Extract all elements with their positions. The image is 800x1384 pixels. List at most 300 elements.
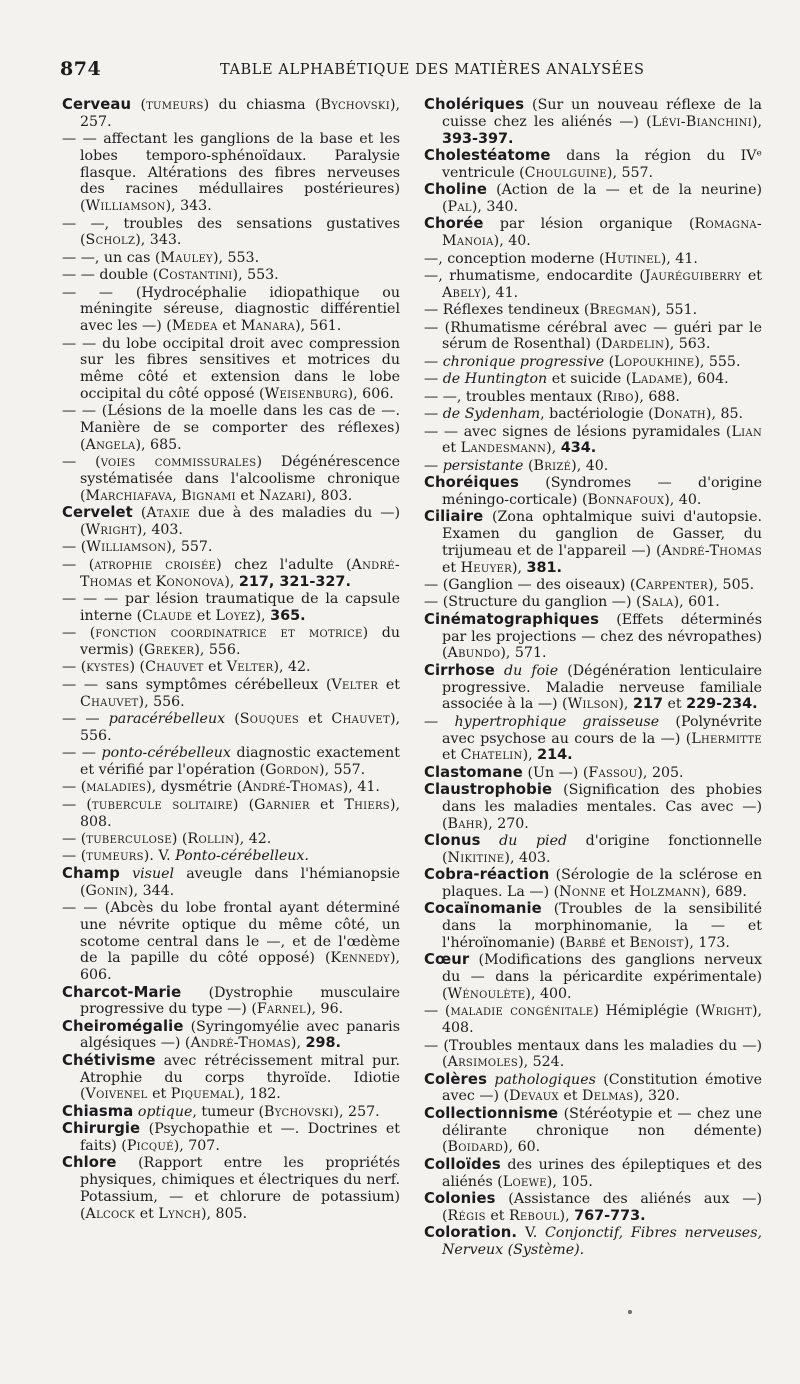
entry-text: ), 408.	[442, 1003, 762, 1037]
entry-headword: Clonus	[424, 832, 481, 850]
entry-author: Ladame	[631, 371, 683, 388]
entry-author: Marchiafava	[85, 487, 173, 504]
entry-text: ),	[559, 1207, 575, 1224]
entry-text: dans la région du IVᵉ ventricule (	[442, 147, 762, 181]
entry-text: ). V.	[143, 848, 176, 865]
entry-text: — (	[62, 454, 101, 471]
index-entry	[62, 539, 400, 556]
entry-text: ), 685.	[135, 436, 182, 453]
entry-author: Mauley	[160, 249, 213, 266]
index-entry	[424, 509, 762, 576]
entry-author: Heuyer	[460, 559, 512, 576]
entry-qualifier: hypertrophique graisseuse	[454, 713, 660, 730]
index-entry	[424, 1003, 762, 1037]
entry-text: ), 257.	[80, 97, 401, 130]
entry-text: — (	[62, 796, 92, 813]
entry-text: ), 561.	[295, 318, 342, 335]
entry-text: et	[147, 1086, 171, 1103]
index-entry	[62, 216, 400, 250]
entry-text: — — affectant les ganglions de la base et les lobes temporo-sphénoïdaux. Paralysie flasque. Altérations des fibres nerveuses des racines médullaires postérieures) (	[62, 131, 400, 215]
entry-text: ), 551.	[650, 302, 698, 319]
entry-text: — (	[62, 659, 87, 676]
index-entry	[424, 1225, 762, 1259]
entry-qualifier: visuel	[132, 865, 175, 882]
entry-text: ), 688.	[633, 388, 680, 405]
index-entry	[424, 612, 762, 662]
entry-qualifier: de Huntington	[442, 371, 548, 388]
entry-author: Angela	[85, 436, 136, 453]
entry-headword: Cobra-réaction	[424, 866, 550, 884]
entry-headword: Coloration.	[424, 1224, 518, 1242]
entry-headword: Collectionnisme	[424, 1104, 559, 1122]
entry-text: (Action de la — et de la neurine) (	[442, 182, 762, 215]
index-entry	[62, 659, 400, 676]
index-entry	[424, 952, 762, 1002]
entry-text: ), 40.	[493, 233, 531, 250]
entry-text: d'origine fonctionnelle (	[442, 833, 762, 866]
entry-text: (Assistance des aliénés aux —) (	[442, 1191, 762, 1224]
entry-author: Brizé	[533, 457, 572, 474]
entry-text: ),	[511, 559, 527, 576]
entry-text: ), 689.	[700, 884, 747, 900]
entry-text: des urines des épileptiques et des aliénés (	[442, 1156, 762, 1190]
entry-text: (Stéréotypie et — chez une délirante chronique non démente) (	[442, 1105, 762, 1156]
entry-author: Wright	[700, 1003, 752, 1020]
index-entry	[62, 1155, 400, 1222]
entry-text: ), 556.	[80, 711, 400, 744]
index-entry	[62, 866, 400, 900]
entry-author: Bignami	[181, 487, 236, 504]
index-entry	[62, 131, 400, 215]
entry-text: (Un —) (	[522, 764, 589, 781]
entry-author: Lian	[731, 423, 762, 440]
entry-text: ), 557.	[606, 164, 654, 181]
entry-author: maladies	[86, 779, 147, 796]
index-entry	[424, 406, 762, 423]
entry-qualifier: ponto-cérébelleux	[101, 745, 231, 762]
entry-author: Thiers	[344, 796, 390, 813]
index-entry	[424, 97, 762, 147]
entry-text: ,	[172, 487, 182, 504]
entry-author: Ribo	[602, 388, 634, 405]
entry-text: et	[135, 1205, 159, 1222]
page-header	[60, 58, 760, 88]
entry-text: et	[132, 573, 156, 590]
entry-qualifier: optique	[137, 1103, 193, 1120]
entry-headword: Chlore	[62, 1154, 117, 1172]
entry-text: et	[192, 607, 216, 624]
entry-headword: Cirrhose	[424, 661, 495, 679]
entry-text: (Sur un nouveau réflexe de la cuisse chez les aliénés —) (	[442, 97, 762, 130]
index-entry	[424, 782, 762, 832]
index-entry	[62, 625, 400, 659]
entry-author: Nonne	[559, 884, 607, 900]
entry-text: (Effets déterminés par les projections — chez des névropathes) (	[442, 611, 762, 662]
entry-headword: Chirurgie	[62, 1120, 141, 1138]
entry-text: —, conception moderne (	[424, 250, 605, 267]
entry-text: ),	[522, 747, 538, 764]
entry-text: ) Hémiplégie (	[593, 1003, 701, 1020]
entry-text: et suicide (	[547, 371, 632, 388]
entry-author: Wilson	[567, 696, 619, 713]
entry-text: (Signification des phobies dans les maladies mentales. Cas avec —) (	[442, 782, 762, 832]
entry-text: — (Troubles mentaux dans les maladies du —) (	[424, 1037, 762, 1071]
entry-author: Gordon	[265, 761, 320, 778]
index-entry	[62, 1019, 400, 1053]
entry-headword: Charcot-Marie	[62, 983, 182, 1001]
entry-text: ), 604.	[682, 371, 729, 388]
entry-text: — (	[62, 539, 87, 556]
entry-text: — —, un cas (	[62, 249, 161, 266]
entry-author: André-Thomas	[190, 1035, 291, 1052]
entry-text: ) (	[232, 796, 255, 813]
index-entry	[62, 985, 400, 1019]
entry-author: Régis	[447, 1207, 486, 1224]
index-entry	[62, 285, 400, 335]
index-entry	[424, 577, 762, 594]
entry-text: — — sans symptômes cérébelleux (	[62, 676, 332, 693]
entry-page-reference: 434.	[560, 440, 597, 457]
index-entry	[424, 389, 762, 406]
entry-qualifier: Conjonctif, Fibres nerveuses, Nerveux (Système).	[442, 1225, 762, 1258]
entry-text: — Réflexes tendineux (	[424, 302, 590, 319]
entry-text: ), 524.	[518, 1054, 565, 1071]
entry-text: — (	[62, 556, 95, 573]
entry-text: et	[235, 487, 260, 504]
entry-author: Lhermitte	[691, 730, 762, 747]
entry-text: ), 400.	[525, 985, 572, 1002]
index-entry	[62, 557, 400, 591]
entry-text: par lésion organique (	[483, 216, 695, 233]
entry-text: , bactériologie (	[540, 406, 654, 423]
entry-author: Manara	[240, 318, 296, 335]
entry-page-reference: 767-773.	[574, 1207, 646, 1224]
entry-text: (	[225, 711, 240, 727]
index-entry	[424, 1038, 762, 1072]
entry-text: (Dégénération lenticulaire progressive. Maladie nerveuse familiale associée à la —) (	[442, 662, 762, 713]
entry-author: Fassou	[588, 764, 638, 781]
running-title: TABLE ALPHABÉTIQUE DES MATIÈRES ANALYSÉES	[220, 62, 645, 78]
entry-author: Pal	[447, 198, 472, 215]
entry-author: Abundo	[447, 645, 501, 662]
entry-author: Landesmann	[460, 440, 547, 457]
entry-text: ), 403.	[136, 521, 183, 538]
entry-qualifier: persistante	[442, 457, 524, 474]
index-entry	[62, 336, 400, 403]
entry-text: ), 344.	[128, 882, 175, 899]
entry-text: avec rétrécissement mitral pur. Atrophie du corps thyroïde. Idiotie (	[80, 1052, 400, 1103]
entry-text	[481, 833, 500, 849]
entry-author: Arsimoles	[447, 1054, 519, 1071]
index-entry	[424, 371, 762, 388]
index-entry	[62, 505, 400, 539]
index-entry	[424, 867, 762, 901]
entry-author: voies commissurales	[100, 454, 257, 471]
index-column-right	[424, 97, 762, 1259]
entry-text: ), 41.	[342, 779, 380, 796]
entry-text: et	[299, 711, 332, 727]
entry-text: ) (	[129, 659, 146, 676]
entry-headword: Chétivisme	[62, 1051, 156, 1069]
index-entry	[62, 677, 400, 711]
entry-page-reference: 214.	[537, 747, 573, 764]
entry-headword: Choline	[424, 181, 487, 199]
entry-text: — — double (	[62, 267, 159, 284]
entry-text: (Sérologie de la sclérose en plaques. La —) (	[442, 867, 762, 900]
entry-text: — — (Lésions de la moelle dans les cas de —. Manière de se comporter des réflexes) (	[62, 403, 400, 453]
entry-qualifier: de Sydenham	[442, 406, 541, 423]
entry-headword: Cinématographiques	[424, 610, 599, 628]
entry-author: Greker	[144, 641, 195, 658]
entry-headword: Chorée	[424, 215, 484, 233]
page-number: 874	[60, 58, 102, 80]
index-entry	[424, 458, 762, 475]
entry-author: Scholz	[85, 232, 136, 249]
entry-text: — — du lobe occipital droit avec compression sur les fibres sensitives et motrices du même côté et extension dans le lobe occipital du côté opposé (	[62, 335, 400, 402]
entry-qualifier: paracérébelleux	[108, 711, 226, 727]
entry-text: ), 606.	[347, 385, 394, 402]
entry-author: Weisenburg	[264, 385, 348, 402]
index-column-left	[62, 97, 400, 1223]
entry-text: — (	[62, 779, 87, 796]
entry-headword: Cholestéatome	[424, 146, 551, 164]
entry-text: — (	[62, 625, 96, 642]
index-entry	[424, 1191, 762, 1225]
index-entry	[424, 594, 762, 611]
entry-text: ), 41.	[660, 250, 698, 267]
entry-page-reference: 393-397.	[442, 130, 514, 147]
index-entry	[424, 663, 762, 713]
entry-author: Loewe	[502, 1173, 547, 1190]
entry-author: Barbé	[565, 934, 607, 951]
index-entry	[62, 1121, 400, 1155]
entry-author: Piquemal	[170, 1086, 235, 1103]
index-entry	[424, 216, 762, 250]
entry-text: — — (Hydrocéphalie idiopathique ou méningite séreuse, diagnostic différentiel avec les —) (	[62, 284, 400, 335]
entry-text: —	[424, 353, 443, 370]
entry-text: ), 42.	[234, 831, 272, 847]
entry-text: ), 555.	[694, 353, 741, 370]
entry-text: (	[523, 457, 534, 474]
entry-text: ),	[546, 440, 561, 457]
entry-headword: Cheiromégalie	[62, 1017, 184, 1035]
entry-text: — —	[62, 745, 102, 762]
entry-author: Lévi-Bianchini	[651, 113, 752, 130]
index-entry	[62, 1104, 400, 1121]
entry-text: et	[442, 559, 461, 576]
entry-text: ), 270.	[482, 815, 529, 832]
entry-author: Carpenter	[635, 577, 708, 593]
entry-text: ), 343.	[135, 232, 182, 249]
entry-text: et	[203, 659, 227, 676]
index-entry	[62, 779, 400, 796]
entry-text: (	[132, 505, 147, 522]
entry-text: — —, troubles des sensations gustatives (	[62, 215, 400, 249]
entry-text: —	[424, 406, 443, 423]
entry-author: Romagna-Manoia	[442, 216, 762, 250]
entry-text: et	[606, 884, 630, 900]
index-entry	[424, 714, 762, 764]
entry-text: aveugle dans l'hémianopsie (	[80, 865, 401, 899]
index-entry	[424, 901, 762, 951]
entry-text: — (Structure du ganglion —) (	[424, 594, 642, 611]
entry-author: Velter	[226, 659, 274, 676]
entry-author: Voivenel	[85, 1086, 148, 1103]
index-entry	[424, 1157, 762, 1191]
index-entry	[62, 403, 400, 453]
entry-text: ),	[224, 573, 239, 590]
entry-text: (	[131, 97, 147, 113]
entry-text: ), 601.	[673, 594, 720, 611]
entry-headword: Champ	[62, 864, 120, 882]
entry-author: Abely	[442, 284, 481, 301]
entry-text: ), 556.	[194, 641, 241, 658]
entry-author: Lynch	[158, 1205, 201, 1222]
entry-qualifier: pathologiques	[494, 1071, 596, 1088]
entry-text: V.	[517, 1225, 546, 1242]
entry-text: ), 403.	[504, 849, 551, 866]
entry-author: Choulguine	[524, 164, 607, 181]
entry-page-reference: 229-234.	[686, 696, 758, 713]
entry-text: (Constitution émotive avec —) (	[442, 1071, 762, 1105]
entry-text: ),	[751, 113, 762, 130]
entry-text	[120, 866, 132, 882]
entry-author: kystes	[86, 659, 130, 676]
entry-headword: Clastomane	[424, 763, 523, 781]
entry-author: tumeurs	[86, 848, 144, 865]
entry-text: (Troubles de la sensibilité dans la morphinomanie, la — et l'héroïnomanie) (	[442, 901, 762, 951]
entry-author: atrophie croisée	[94, 556, 217, 573]
entry-author: maladie congénitale	[450, 1003, 594, 1020]
entry-author: Hutinel	[604, 250, 661, 267]
index-entry	[62, 900, 400, 984]
entry-headword: Colonies	[424, 1190, 496, 1207]
entry-headword: Colères	[424, 1070, 487, 1088]
entry-author: tubercule solitaire	[91, 796, 233, 813]
entry-text: ), 808.	[80, 796, 400, 830]
entry-author: Chauvet	[145, 659, 204, 676]
index-entry	[424, 320, 762, 354]
entry-author: Bregman	[589, 302, 651, 319]
entry-author: Benoist	[629, 934, 684, 951]
entry-text: (Dystrophie musculaire progressive du type —) (	[80, 984, 400, 1018]
entry-text: ), 60.	[503, 1139, 541, 1156]
entry-author: Reboul	[508, 1207, 560, 1224]
entry-text: — —, troubles mentaux (	[424, 388, 603, 405]
entry-text: ), 557.	[166, 539, 213, 556]
entry-text: et	[606, 934, 630, 951]
entry-text: — (	[62, 848, 87, 865]
index-entry	[424, 182, 762, 216]
entry-author: Kononova	[155, 573, 225, 590]
entry-author: Medea	[171, 318, 218, 335]
index-entry	[62, 250, 400, 267]
index-entry	[424, 302, 762, 319]
entry-author: Bonnafoux	[587, 491, 665, 508]
entry-text: ), 105.	[546, 1173, 593, 1190]
entry-text: ), 343.	[165, 198, 212, 215]
entry-text: ) (	[171, 831, 188, 847]
entry-author: Costantini	[158, 267, 233, 284]
entry-text: — — — par lésion traumatique de la capsule interne (	[62, 591, 400, 624]
entry-text: ),	[290, 1035, 306, 1052]
entry-author: Bahr	[447, 815, 483, 832]
index-entry	[424, 148, 762, 182]
entry-text: — (	[424, 1003, 451, 1020]
entry-headword: Colloïdes	[424, 1155, 501, 1173]
entry-author: Nazari	[259, 487, 307, 504]
entry-text: ), 40.	[664, 491, 702, 508]
entry-text: ) Dégénérescence systématisée dans l'alcoolisme chronique (	[80, 454, 401, 504]
entry-text: — — (Abcès du lobe frontal ayant déterminé une névrite optique du même côté, un scotome central dans le —, et de l'œdème de la papille du côté opposé) (	[62, 900, 400, 967]
entry-text: (Modifications des ganglions nerveux du — dans la péricardite expérimentale) (	[442, 952, 762, 1002]
index-entry	[424, 251, 762, 268]
entry-author: tumeurs	[146, 97, 204, 113]
entry-page-reference: 217	[632, 696, 663, 713]
entry-text: et	[442, 440, 461, 457]
entry-page-reference: 298.	[305, 1035, 341, 1052]
entry-author: Farnel	[256, 1001, 306, 1018]
index-entry	[424, 1106, 762, 1156]
entry-author: Alcock	[85, 1205, 136, 1222]
entry-author: Williamson	[86, 539, 167, 556]
entry-text: et	[558, 1088, 583, 1105]
entry-text: ), 42.	[273, 659, 311, 676]
entry-headword: Chiasma	[62, 1102, 134, 1120]
entry-text: ), 182.	[234, 1086, 281, 1103]
entry-headword: Choréiques	[424, 474, 519, 492]
entry-text: et	[442, 747, 461, 764]
entry-text: ), 606.	[80, 950, 400, 984]
entry-author: Williamson	[85, 198, 166, 215]
index-entry	[62, 797, 400, 831]
entry-text: ) du vermis) (	[80, 625, 400, 658]
index-entry	[62, 1053, 400, 1103]
entry-text: et	[217, 318, 241, 335]
entry-qualifier: du foie	[504, 662, 559, 679]
entry-author: Wénoulète	[447, 985, 526, 1002]
entry-author: Ataxie	[146, 505, 191, 522]
index-entry	[424, 268, 762, 302]
entry-text: — (Rhumatisme cérébral avec — guéri par le sérum de Rosenthal) (	[424, 319, 762, 353]
entry-author: André-Thomas	[661, 542, 762, 559]
entry-text: , tumeur (	[192, 1103, 265, 1120]
entry-author: Souques	[239, 711, 300, 727]
entry-headword: Cholériques	[424, 96, 525, 113]
entry-author: Chauvet	[331, 711, 390, 727]
entry-text: —	[424, 457, 443, 474]
entry-text: ), 96.	[305, 1001, 344, 1018]
entry-author: Wright	[85, 521, 137, 538]
index-entry	[424, 475, 762, 509]
entry-text: ), 85.	[705, 406, 744, 423]
entry-headword: Cocaïnomanie	[424, 900, 542, 918]
entry-headword: Ciliaire	[424, 508, 484, 526]
index-entry	[62, 591, 400, 625]
entry-author: Lopoukhine	[614, 353, 695, 370]
entry-text: ), 41.	[481, 284, 519, 301]
entry-author: Loyez	[215, 607, 256, 624]
entry-text: ), 257.	[333, 1103, 380, 1120]
entry-author: Garnier	[254, 796, 310, 813]
index-entry	[62, 831, 400, 848]
entry-text: et	[378, 676, 400, 693]
entry-text: diagnostic exactement et vérifié par l'opération (	[80, 745, 400, 778]
entry-text: et	[309, 796, 345, 813]
entry-author: Boidard	[447, 1139, 504, 1156]
entry-author: Dardelin	[601, 336, 665, 353]
entry-qualifier: chronique progressive	[442, 353, 605, 370]
